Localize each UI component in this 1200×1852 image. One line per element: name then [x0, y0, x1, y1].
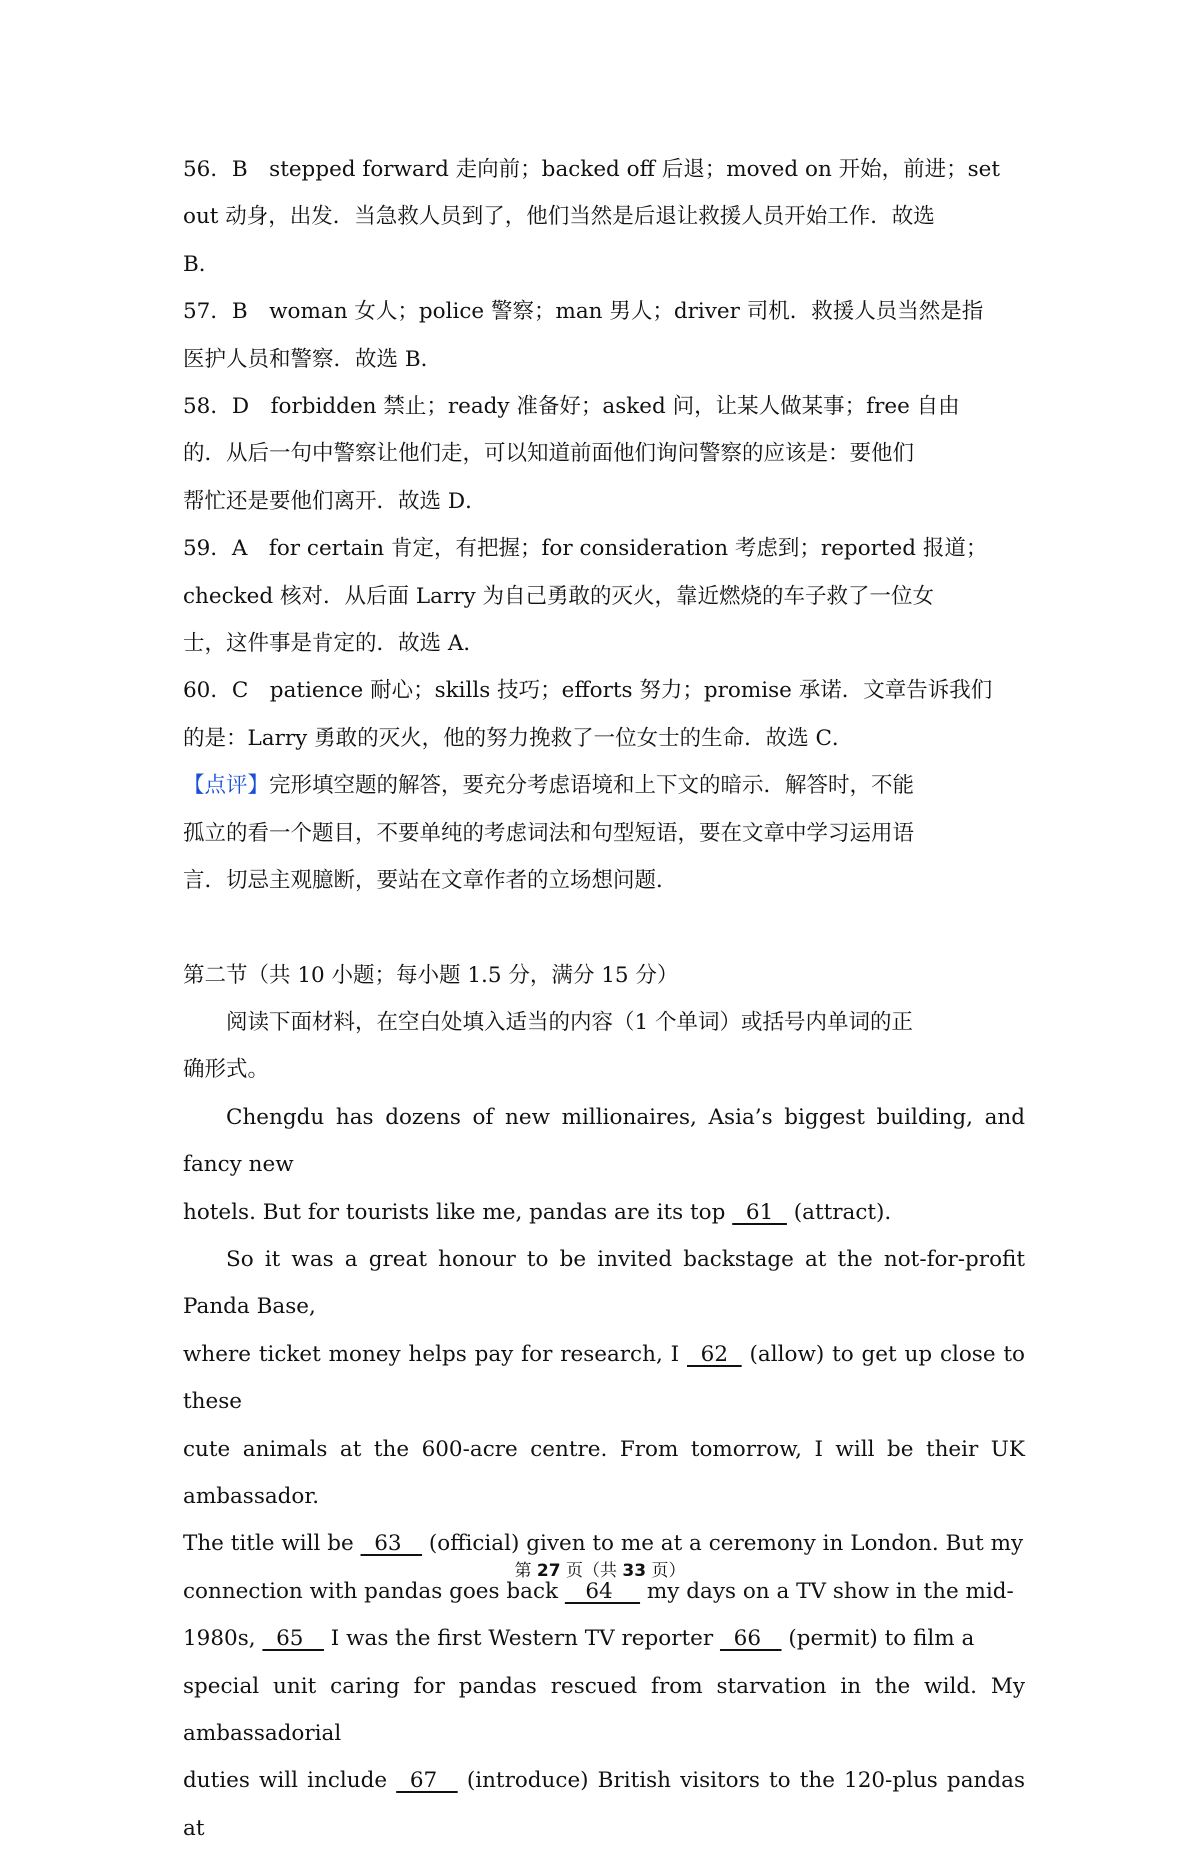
passage-text: The title will be: [183, 1531, 361, 1557]
answer-line: B．: [183, 251, 221, 277]
answer-line: 56．B stepped forward 走向前；backed off 后退；moved on 开始，前进；set: [183, 157, 1001, 182]
passage-line: Chengdu has dozens of new millionaires, Asia’s biggest building, and fancy new: [183, 1104, 1025, 1178]
blank-66: 66: [719, 1626, 782, 1652]
answer-line: 60．C patience 耐心；skills 技巧；efforts 努力；promise 承诺．文章告诉我们: [183, 678, 993, 704]
passage: [183, 1094, 1025, 1852]
footer-text: 页）: [646, 1561, 686, 1581]
passage-line: cute animals at the 600-acre centre. From tomorrow, I will be their UK ambassador.: [183, 1436, 1025, 1509]
footer-text: 第: [514, 1561, 537, 1581]
section-instruction: 确形式。: [183, 1057, 270, 1083]
answer-57: [183, 288, 1025, 383]
answer-56: [183, 146, 1025, 288]
answer-line: out 动身，出发．当急救人员到了，他们当然是后退让救援人员开始工作．故选: [183, 204, 935, 230]
answer-line: 医护人员和警察．故选 B．: [183, 346, 443, 372]
passage-text: duties will include: [183, 1768, 397, 1794]
spacer: [183, 905, 1025, 952]
passage-text: (official) given to me at a ceremony in London. But my: [422, 1531, 1024, 1557]
comment-block: [183, 762, 1025, 904]
answer-line: 59．A for certain 肯定，有把握；for consideration 考虑到；reported 报道；: [183, 536, 988, 562]
blank-61: 61: [732, 1199, 787, 1225]
passage-line: [183, 1615, 1025, 1662]
passage-text: (introduce) British visitors to the 120-plus pandas at: [183, 1768, 1025, 1841]
passage-text: I was the first Western TV reporter: [323, 1626, 720, 1652]
document-body: [183, 146, 1025, 1852]
passage-line: special unit caring for pandas rescued from starvation in the wild. My ambassadorial: [183, 1673, 1025, 1746]
answer-line: checked 核对．从后面 Larry 为自己勇敢的灭火，靠近燃烧的车子救了一位女: [183, 583, 934, 609]
blank-62: 62: [686, 1341, 742, 1367]
passage-line: So it was a great honour to be invited backstage at the not-for-profit Panda Base,: [183, 1246, 1025, 1320]
section-instruction: 阅读下面材料，在空白处填入适当的内容（1 个单词）或括号内单词的正: [226, 1009, 914, 1035]
comment-line: 言．切忌主观臆断，要站在文章作者的立场想问题．: [183, 868, 678, 894]
passage-line: [183, 1757, 1025, 1852]
passage-text: connection with pandas goes back: [183, 1578, 565, 1604]
section-title: 第二节（共 10 小题；每小题 1.5 分，满分 15 分）: [183, 962, 679, 988]
passage-text: where ticket money helps pay for research, I: [183, 1341, 687, 1367]
answer-line: 帮忙还是要他们离开．故选 D．: [183, 488, 487, 514]
blank-64: 64: [564, 1578, 641, 1604]
passage-text: my days on a TV show in the mid-: [640, 1578, 1014, 1604]
comment-line: 孤立的看一个题目，不要单纯的考虑词法和句型短语，要在文章中学习运用语: [183, 820, 915, 846]
passage-text: hotels. But for tourists like me, pandas are its top: [183, 1199, 733, 1225]
answer-line: 的．从后一句中警察让他们走，可以知道前面他们询问警察的应该是：要他们: [183, 441, 915, 467]
answer-line: 的是：Larry 勇敢的灭火，他的努力挽救了一位女士的生命．故选 C．: [183, 725, 854, 751]
answer-line: 57．B woman 女人；police 警察；man 男人；driver 司机．救援人员当然是指: [183, 299, 984, 325]
blank-63: 63: [360, 1531, 423, 1557]
answer-60: [183, 667, 1025, 762]
passage-text: (allow) to get up close to these: [183, 1341, 1025, 1415]
blank-67: 67: [396, 1768, 458, 1794]
comment-tag: 【点评】: [183, 773, 270, 799]
answer-line: 58．D forbidden 禁止；ready 准备好；asked 问，让某人做某事；free 自由: [183, 394, 960, 420]
blank-65: 65: [262, 1626, 324, 1652]
passage-line: [183, 1331, 1025, 1426]
passage-text: (attract).: [786, 1199, 892, 1225]
footer-text: 页（共: [560, 1561, 623, 1581]
answer-58: [183, 383, 1025, 525]
comment-text: 完形填空题的解答，要充分考虑语境和上下文的暗示．解答时，不能: [269, 773, 915, 799]
page-number: 27: [536, 1561, 561, 1581]
passage-line: [183, 1189, 1025, 1236]
page-total: 33: [622, 1561, 647, 1581]
passage-text: 1980s,: [183, 1626, 263, 1652]
answer-line: 士，这件事是肯定的．故选 A．: [183, 631, 485, 657]
passage-text: (permit) to film a: [781, 1626, 975, 1652]
answer-59: [183, 525, 1025, 667]
page-footer: [0, 1559, 1200, 1583]
